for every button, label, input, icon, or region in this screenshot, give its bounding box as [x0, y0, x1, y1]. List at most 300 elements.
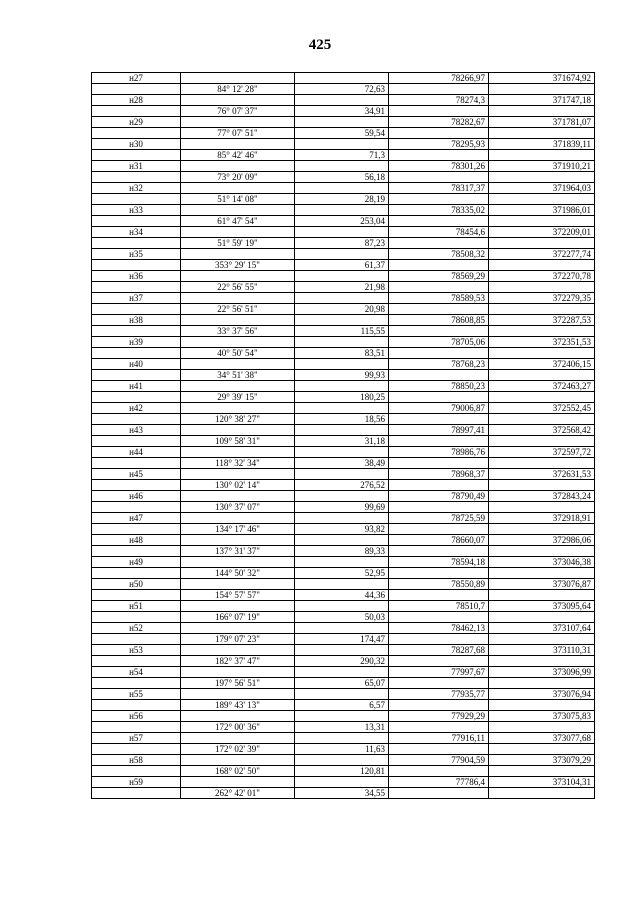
empty-cell [489, 392, 595, 403]
x-coordinate-cell: 78660,07 [389, 535, 489, 546]
empty-cell [92, 700, 181, 711]
empty-cell [92, 282, 181, 293]
x-coordinate-cell: 78282,67 [389, 117, 489, 128]
empty-cell [92, 128, 181, 139]
empty-cell [92, 414, 181, 425]
empty-cell [295, 315, 389, 326]
segment-length-cell: 34,91 [295, 106, 389, 117]
empty-cell [92, 656, 181, 667]
segment-length-cell: 21,98 [295, 282, 389, 293]
empty-cell [295, 227, 389, 238]
empty-cell [92, 612, 181, 623]
y-coordinate-cell: 372277,74 [489, 249, 595, 260]
segment-row [92, 414, 595, 425]
segment-length-cell: 61,37 [295, 260, 389, 271]
empty-cell [489, 326, 595, 337]
empty-cell [295, 711, 389, 722]
bearing-angle-cell: 40° 50' 54" [181, 348, 295, 359]
segment-length-cell: 50,03 [295, 612, 389, 623]
coordinates-table [91, 72, 595, 799]
bearing-angle-cell: 118° 32' 34" [181, 458, 295, 469]
empty-cell [92, 216, 181, 227]
empty-cell [295, 161, 389, 172]
bearing-angle-cell: 22° 56' 51" [181, 304, 295, 315]
empty-cell [295, 359, 389, 370]
empty-cell [295, 601, 389, 612]
y-coordinate-cell: 373110,31 [489, 645, 595, 656]
empty-cell [295, 491, 389, 502]
x-coordinate-cell: 78725,59 [389, 513, 489, 524]
segment-row [92, 238, 595, 249]
x-coordinate-cell: 77935,77 [389, 689, 489, 700]
point-row [92, 95, 595, 106]
y-coordinate-cell: 371986,01 [489, 205, 595, 216]
empty-cell [181, 755, 295, 766]
segment-row [92, 392, 595, 403]
empty-cell [489, 700, 595, 711]
empty-cell [92, 678, 181, 689]
empty-cell [181, 205, 295, 216]
x-coordinate-cell: 78768,23 [389, 359, 489, 370]
point-name-cell: н27 [92, 73, 181, 84]
point-row [92, 183, 595, 194]
empty-cell [295, 667, 389, 678]
point-row [92, 271, 595, 282]
empty-cell [389, 722, 489, 733]
empty-cell [181, 469, 295, 480]
empty-cell [92, 238, 181, 249]
bearing-angle-cell: 154° 57' 57" [181, 590, 295, 601]
point-name-cell: н47 [92, 513, 181, 524]
segment-length-cell: 115,55 [295, 326, 389, 337]
segment-row [92, 128, 595, 139]
point-row [92, 579, 595, 590]
point-name-cell: н48 [92, 535, 181, 546]
empty-cell [489, 216, 595, 227]
empty-cell [181, 183, 295, 194]
empty-cell [181, 689, 295, 700]
empty-cell [92, 194, 181, 205]
empty-cell [181, 645, 295, 656]
y-coordinate-cell: 372270,78 [489, 271, 595, 282]
point-row [92, 733, 595, 744]
empty-cell [489, 788, 595, 799]
bearing-angle-cell: 137° 31' 37" [181, 546, 295, 557]
x-coordinate-cell: 78608,85 [389, 315, 489, 326]
segment-length-cell: 44,36 [295, 590, 389, 601]
empty-cell [389, 524, 489, 535]
bearing-angle-cell: 51° 59' 19" [181, 238, 295, 249]
segment-length-cell: 93,82 [295, 524, 389, 535]
empty-cell [181, 359, 295, 370]
segment-length-cell: 89,33 [295, 546, 389, 557]
point-name-cell: н45 [92, 469, 181, 480]
segment-row [92, 260, 595, 271]
segment-length-cell: 13,31 [295, 722, 389, 733]
y-coordinate-cell: 371674,92 [489, 73, 595, 84]
empty-cell [295, 95, 389, 106]
empty-cell [389, 788, 489, 799]
bearing-angle-cell: 130° 02' 14" [181, 480, 295, 491]
empty-cell [92, 150, 181, 161]
empty-cell [92, 744, 181, 755]
point-name-cell: н59 [92, 777, 181, 788]
point-row [92, 205, 595, 216]
empty-cell [181, 315, 295, 326]
y-coordinate-cell: 372597,72 [489, 447, 595, 458]
bearing-angle-cell: 179° 07' 23" [181, 634, 295, 645]
empty-cell [389, 106, 489, 117]
empty-cell [489, 282, 595, 293]
y-coordinate-cell: 372986,06 [489, 535, 595, 546]
y-coordinate-cell: 372918,91 [489, 513, 595, 524]
bearing-angle-cell: 172° 02' 39" [181, 744, 295, 755]
empty-cell [295, 733, 389, 744]
empty-cell [489, 458, 595, 469]
empty-cell [489, 612, 595, 623]
empty-cell [389, 84, 489, 95]
y-coordinate-cell: 371839,11 [489, 139, 595, 150]
empty-cell [181, 95, 295, 106]
segment-length-cell: 34,55 [295, 788, 389, 799]
bearing-angle-cell: 22° 56' 55" [181, 282, 295, 293]
segment-length-cell: 253,04 [295, 216, 389, 227]
segment-length-cell: 52,95 [295, 568, 389, 579]
segment-length-cell: 99,93 [295, 370, 389, 381]
empty-cell [181, 73, 295, 84]
empty-cell [92, 304, 181, 315]
empty-cell [389, 656, 489, 667]
empty-cell [181, 513, 295, 524]
y-coordinate-cell: 372552,45 [489, 403, 595, 414]
segment-length-cell: 83,51 [295, 348, 389, 359]
bearing-angle-cell: 76° 07' 37" [181, 106, 295, 117]
segment-row [92, 700, 595, 711]
point-name-cell: н31 [92, 161, 181, 172]
empty-cell [92, 568, 181, 579]
empty-cell [92, 766, 181, 777]
empty-cell [181, 337, 295, 348]
segment-row [92, 656, 595, 667]
point-row [92, 755, 595, 766]
empty-cell [92, 524, 181, 535]
point-row [92, 293, 595, 304]
empty-cell [92, 348, 181, 359]
point-row [92, 623, 595, 634]
empty-cell [489, 744, 595, 755]
x-coordinate-cell: 78335,02 [389, 205, 489, 216]
y-coordinate-cell: 371964,03 [489, 183, 595, 194]
empty-cell [489, 172, 595, 183]
y-coordinate-cell: 371781,07 [489, 117, 595, 128]
x-coordinate-cell: 78266,97 [389, 73, 489, 84]
x-coordinate-cell: 77929,29 [389, 711, 489, 722]
point-name-cell: н53 [92, 645, 181, 656]
segment-length-cell: 65,07 [295, 678, 389, 689]
segment-row [92, 458, 595, 469]
point-name-cell: н44 [92, 447, 181, 458]
y-coordinate-cell: 373095,64 [489, 601, 595, 612]
empty-cell [295, 689, 389, 700]
empty-cell [181, 711, 295, 722]
empty-cell [181, 249, 295, 260]
empty-cell [389, 304, 489, 315]
y-coordinate-cell: 373076,87 [489, 579, 595, 590]
segment-row [92, 84, 595, 95]
y-coordinate-cell: 373077,68 [489, 733, 595, 744]
y-coordinate-cell: 372279,35 [489, 293, 595, 304]
segment-row [92, 678, 595, 689]
empty-cell [181, 777, 295, 788]
empty-cell [92, 458, 181, 469]
table-body [92, 73, 595, 799]
y-coordinate-cell: 372406,15 [489, 359, 595, 370]
x-coordinate-cell: 78997,41 [389, 425, 489, 436]
segment-length-cell: 99,69 [295, 502, 389, 513]
segment-row [92, 612, 595, 623]
empty-cell [489, 238, 595, 249]
bearing-angle-cell: 172° 00' 36" [181, 722, 295, 733]
bearing-angle-cell: 197° 56' 51" [181, 678, 295, 689]
empty-cell [389, 128, 489, 139]
bearing-angle-cell: 166° 07' 19" [181, 612, 295, 623]
bearing-angle-cell: 134° 17' 46" [181, 524, 295, 535]
bearing-angle-cell: 262° 42' 01" [181, 788, 295, 799]
point-row [92, 491, 595, 502]
empty-cell [389, 172, 489, 183]
point-name-cell: н34 [92, 227, 181, 238]
y-coordinate-cell: 372568,42 [489, 425, 595, 436]
empty-cell [92, 370, 181, 381]
empty-cell [92, 172, 181, 183]
bearing-angle-cell: 29° 39' 15" [181, 392, 295, 403]
empty-cell [489, 194, 595, 205]
empty-cell [489, 766, 595, 777]
empty-cell [181, 557, 295, 568]
empty-cell [295, 249, 389, 260]
empty-cell [92, 326, 181, 337]
empty-cell [181, 667, 295, 678]
point-name-cell: н54 [92, 667, 181, 678]
empty-cell [181, 623, 295, 634]
bearing-angle-cell: 84° 12' 28" [181, 84, 295, 95]
empty-cell [295, 139, 389, 150]
x-coordinate-cell: 79006,87 [389, 403, 489, 414]
point-name-cell: н35 [92, 249, 181, 260]
bearing-angle-cell: 182° 37' 47" [181, 656, 295, 667]
empty-cell [295, 73, 389, 84]
empty-cell [295, 777, 389, 788]
empty-cell [489, 480, 595, 491]
empty-cell [389, 326, 489, 337]
empty-cell [389, 480, 489, 491]
empty-cell [389, 392, 489, 403]
point-row [92, 645, 595, 656]
segment-row [92, 172, 595, 183]
empty-cell [389, 546, 489, 557]
empty-cell [389, 194, 489, 205]
empty-cell [295, 755, 389, 766]
empty-cell [92, 546, 181, 557]
point-name-cell: н36 [92, 271, 181, 282]
point-name-cell: н39 [92, 337, 181, 348]
empty-cell [181, 579, 295, 590]
segment-length-cell: 31,18 [295, 436, 389, 447]
empty-cell [389, 678, 489, 689]
page-number: 425 [308, 37, 332, 53]
segment-length-cell: 71,3 [295, 150, 389, 161]
bearing-angle-cell: 34° 51' 38" [181, 370, 295, 381]
x-coordinate-cell: 78550,89 [389, 579, 489, 590]
empty-cell [181, 733, 295, 744]
empty-cell [181, 535, 295, 546]
empty-cell [295, 469, 389, 480]
empty-cell [181, 491, 295, 502]
segment-row [92, 722, 595, 733]
empty-cell [181, 425, 295, 436]
x-coordinate-cell: 78986,76 [389, 447, 489, 458]
x-coordinate-cell: 78968,37 [389, 469, 489, 480]
empty-cell [181, 381, 295, 392]
y-coordinate-cell: 373096,99 [489, 667, 595, 678]
segment-length-cell: 18,56 [295, 414, 389, 425]
point-name-cell: н50 [92, 579, 181, 590]
empty-cell [295, 425, 389, 436]
empty-cell [389, 414, 489, 425]
x-coordinate-cell: 78510,7 [389, 601, 489, 612]
empty-cell [92, 634, 181, 645]
empty-cell [389, 348, 489, 359]
empty-cell [489, 546, 595, 557]
empty-cell [295, 381, 389, 392]
empty-cell [389, 216, 489, 227]
segment-row [92, 744, 595, 755]
empty-cell [489, 722, 595, 733]
point-name-cell: н38 [92, 315, 181, 326]
segment-length-cell: 20,98 [295, 304, 389, 315]
point-row [92, 315, 595, 326]
segment-length-cell: 174,47 [295, 634, 389, 645]
point-row [92, 667, 595, 678]
empty-cell [92, 436, 181, 447]
segment-row [92, 348, 595, 359]
point-name-cell: н41 [92, 381, 181, 392]
empty-cell [92, 788, 181, 799]
empty-cell [389, 370, 489, 381]
empty-cell [295, 403, 389, 414]
segment-length-cell: 120,81 [295, 766, 389, 777]
empty-cell [489, 260, 595, 271]
empty-cell [181, 139, 295, 150]
empty-cell [489, 84, 595, 95]
point-name-cell: н56 [92, 711, 181, 722]
point-row [92, 513, 595, 524]
empty-cell [489, 502, 595, 513]
empty-cell [489, 524, 595, 535]
bearing-angle-cell: 353° 29' 15" [181, 260, 295, 271]
empty-cell [389, 436, 489, 447]
empty-cell [389, 700, 489, 711]
empty-cell [489, 348, 595, 359]
x-coordinate-cell: 77904,59 [389, 755, 489, 766]
bearing-angle-cell: 73° 20' 09" [181, 172, 295, 183]
y-coordinate-cell: 372463,27 [489, 381, 595, 392]
point-row [92, 359, 595, 370]
empty-cell [295, 623, 389, 634]
bearing-angle-cell: 144° 50' 32" [181, 568, 295, 579]
empty-cell [389, 238, 489, 249]
empty-cell [181, 227, 295, 238]
x-coordinate-cell: 78569,29 [389, 271, 489, 282]
point-name-cell: н43 [92, 425, 181, 436]
segment-row [92, 150, 595, 161]
point-name-cell: н32 [92, 183, 181, 194]
y-coordinate-cell: 372843,24 [489, 491, 595, 502]
segment-length-cell: 6,57 [295, 700, 389, 711]
segment-length-cell: 59,54 [295, 128, 389, 139]
empty-cell [295, 645, 389, 656]
segment-row [92, 326, 595, 337]
segment-length-cell: 11,63 [295, 744, 389, 755]
x-coordinate-cell: 78454,6 [389, 227, 489, 238]
empty-cell [389, 458, 489, 469]
segment-length-cell: 180,25 [295, 392, 389, 403]
bearing-angle-cell: 61° 47' 54" [181, 216, 295, 227]
y-coordinate-cell: 371910,21 [489, 161, 595, 172]
empty-cell [295, 271, 389, 282]
segment-length-cell: 38,49 [295, 458, 389, 469]
empty-cell [389, 744, 489, 755]
segment-row [92, 282, 595, 293]
segment-row [92, 480, 595, 491]
x-coordinate-cell: 78850,23 [389, 381, 489, 392]
segment-length-cell: 290,32 [295, 656, 389, 667]
empty-cell [389, 766, 489, 777]
empty-cell [489, 150, 595, 161]
empty-cell [181, 293, 295, 304]
point-row [92, 117, 595, 128]
segment-length-cell: 276,52 [295, 480, 389, 491]
point-name-cell: н52 [92, 623, 181, 634]
point-name-cell: н29 [92, 117, 181, 128]
empty-cell [295, 337, 389, 348]
empty-cell [295, 205, 389, 216]
x-coordinate-cell: 78594,18 [389, 557, 489, 568]
point-name-cell: н42 [92, 403, 181, 414]
point-name-cell: н30 [92, 139, 181, 150]
empty-cell [489, 370, 595, 381]
bearing-angle-cell: 168° 02' 50" [181, 766, 295, 777]
point-name-cell: н37 [92, 293, 181, 304]
empty-cell [181, 161, 295, 172]
segment-row [92, 502, 595, 513]
point-row [92, 535, 595, 546]
point-row [92, 381, 595, 392]
empty-cell [489, 634, 595, 645]
bearing-angle-cell: 85° 42' 46" [181, 150, 295, 161]
x-coordinate-cell: 77997,67 [389, 667, 489, 678]
point-row [92, 689, 595, 700]
segment-row [92, 304, 595, 315]
empty-cell [92, 590, 181, 601]
empty-cell [295, 579, 389, 590]
empty-cell [92, 392, 181, 403]
segment-row [92, 370, 595, 381]
empty-cell [92, 722, 181, 733]
point-row [92, 601, 595, 612]
y-coordinate-cell: 373076,94 [489, 689, 595, 700]
empty-cell [92, 480, 181, 491]
